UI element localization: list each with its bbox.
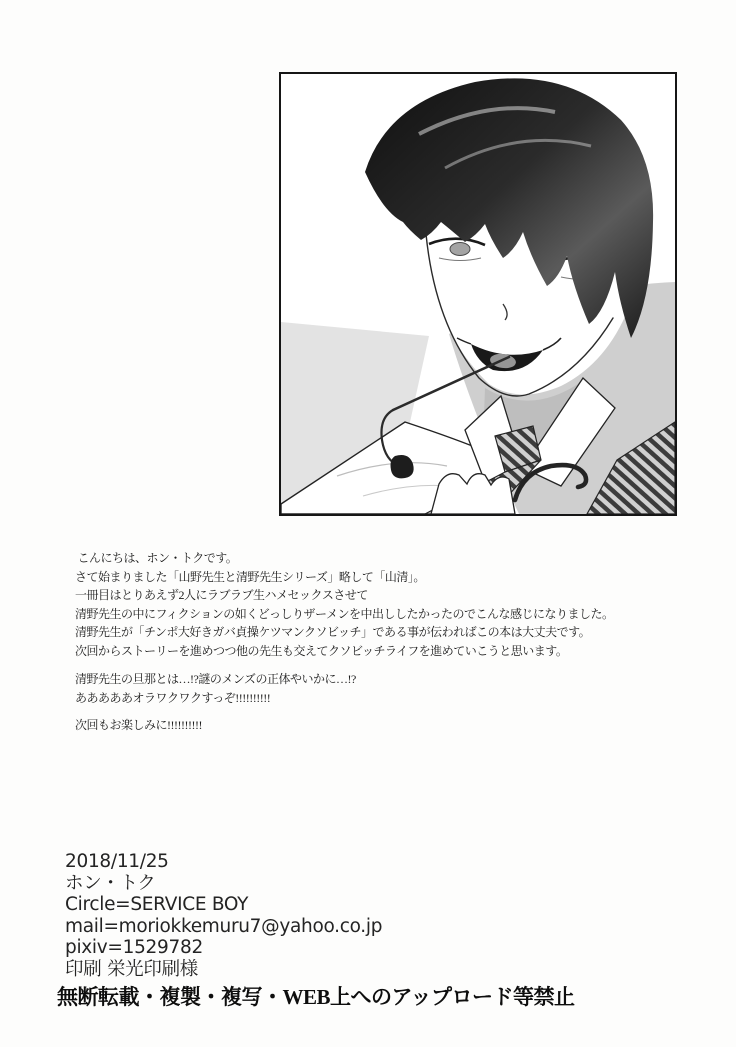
afterword-line: あああああオラワクワクすっぞ!!!!!!!!!! <box>75 690 271 705</box>
afterword-line: さて始まりました「山野先生と清野先生シリーズ」略して「山清」。 <box>75 569 425 584</box>
afterword-line: 一冊目はとりあえず2人にラブラブ生ハメセックスさせて <box>75 588 368 602</box>
colophon-mail: mail=moriokkemuru7@yahoo.co.jp <box>65 915 383 937</box>
portrait-illustration <box>279 72 677 516</box>
afterword-paragraph-2 <box>75 670 356 707</box>
afterword-paragraph-1 <box>75 549 613 660</box>
colophon <box>65 851 382 980</box>
colophon-circle: Circle=SERVICE BOY <box>65 894 249 915</box>
afterword-line: 次回もお楽しみに!!!!!!!!!! <box>75 718 202 732</box>
colophon-pixiv: pixiv=1529782 <box>65 937 203 958</box>
colophon-printer: 印刷 栄光印刷様 <box>65 958 198 980</box>
afterword-line: 清野先生の中にフィクションの如くどっしりザーメンを中出ししたかったのでこんな感じになりました。 <box>75 606 614 621</box>
colophon-author: ホン・トク <box>65 872 156 894</box>
reproduction-prohibition-notice: 無断転載・複製・複写・WEB上へのアップロード等禁止 <box>57 985 575 1009</box>
colophon-date: 2018/11/25 <box>65 851 169 872</box>
afterword-line: 次回からストーリーを進めつつ他の先生も交えてクソビッチライフを進めていこうと思います。 <box>75 643 568 658</box>
afterword-line: 清野先生の旦那とは…!?謎のメンズの正体やいかに…!? <box>75 672 356 686</box>
afterword-paragraph-3 <box>75 716 202 735</box>
afterword-line: 清野先生が「チンポ大好きガバ貞操ケツマンクソビッチ」である事が伝わればこの本は大丈夫です。 <box>75 625 591 639</box>
afterword-line: こんにちは、ホン・トクです。 <box>75 551 238 565</box>
portrait-illustration-drawing <box>279 72 677 516</box>
